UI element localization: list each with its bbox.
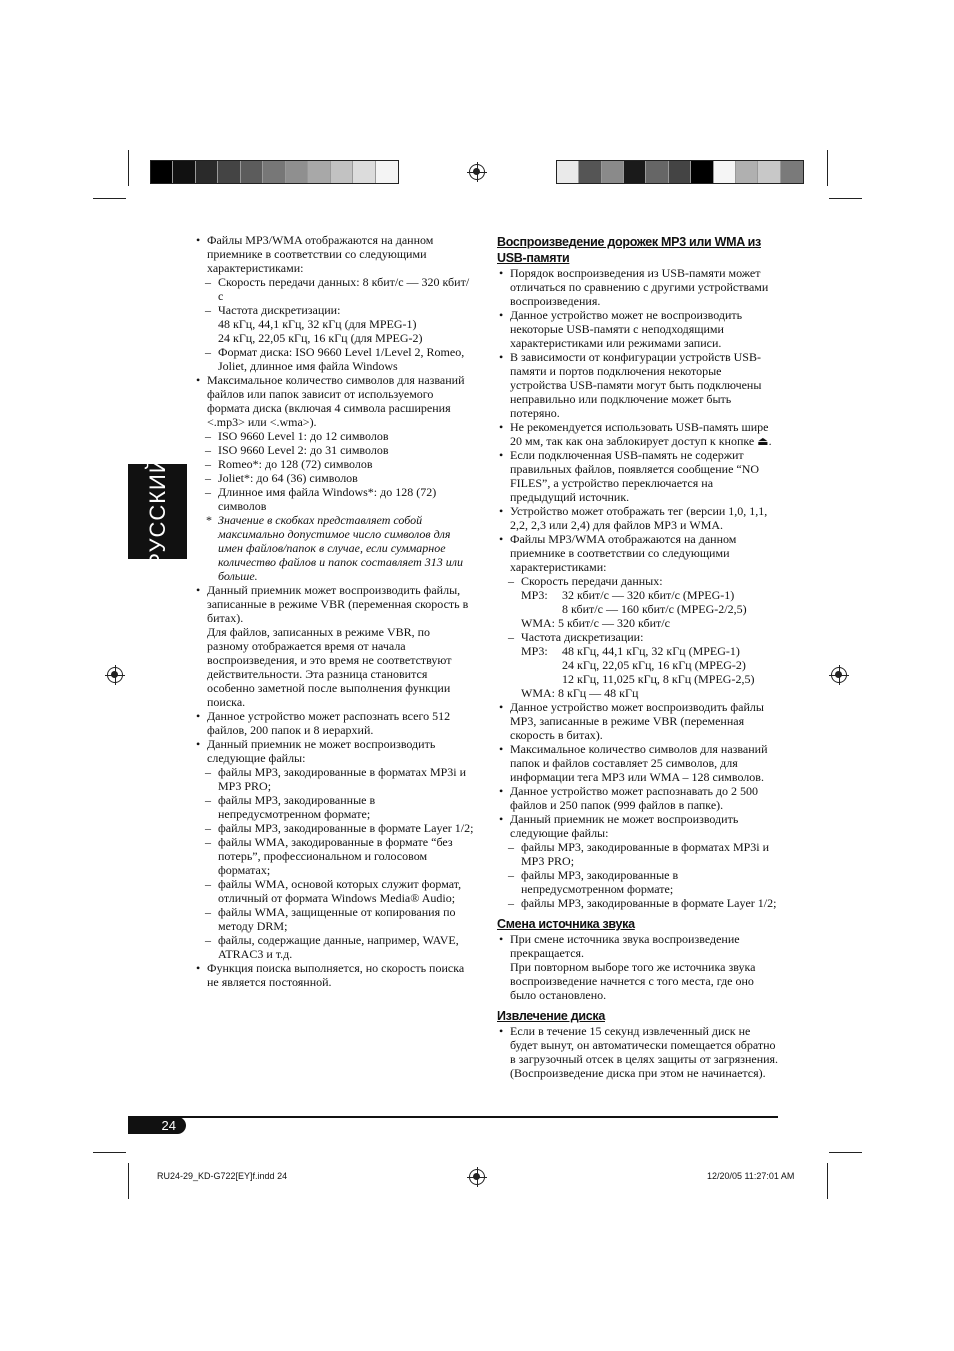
dash-continuation: WMA: 8 кГц — 48 кГц <box>521 686 639 700</box>
bullet-item: • Максимальное количество символов для названий файлов или папок зависит от используемого формата диска (включая 4 символа расширения <.mp3> или <.wma>). <box>194 373 474 429</box>
page-number: 24 <box>128 1117 186 1134</box>
dash-item: – Частота дискретизации: <box>194 303 474 317</box>
bullet-item: • Если подключенная USB-память не содержит правильных файлов, появляется сообщение “NO FILES”, а устройство переключается на предыдущий источник. <box>497 448 779 504</box>
left-column <box>194 233 474 989</box>
file-slug: RU24-29_KD-G722[EY]f.indd 24 <box>157 1171 288 1181</box>
bullet-item: • Данный приемник может воспроизводить файлы, записанные в режиме VBR (переменная скорость в битах). <box>194 583 474 625</box>
dash-item: – файлы MP3, закодированные в непредусмотренном формате; <box>497 868 779 896</box>
bullet-item: • Файлы MP3/WMA отображаются на данном приемнике в соответствии со следующими характеристиками: <box>497 532 779 574</box>
dash-item: – файлы MP3, закодированные в форматах MP3i и MP3 PRO; <box>194 765 474 793</box>
bullet-item: • Устройство может отображать тег (версии 1,0, 1,1, 2,2, 2,3 или 2,4) для файлов MP3 и WMA. <box>497 504 779 532</box>
right-column <box>497 234 779 1080</box>
bullet-item: • Данное устройство может распознать всего 512 файлов, 200 папок и 8 иерархий. <box>194 709 474 737</box>
color-bar-left <box>150 160 399 184</box>
bullet-item: • Данный приемник не может воспроизводить следующие файлы: <box>497 812 779 840</box>
format-key: MP3: <box>521 644 548 658</box>
bullet-item: • Данный приемник не может воспроизводить следующие файлы: <box>194 737 474 765</box>
registration-mark-icon <box>469 164 485 180</box>
dash-item: – файлы WMA, защищенные от копирования по методу DRM; <box>194 905 474 933</box>
format-key: MP3: <box>521 588 548 602</box>
dash-item: – файлы MP3, закодированные в форматах MP3i и MP3 PRO; <box>497 840 779 868</box>
section-heading: Извлечение диска <box>497 1009 605 1023</box>
dash-item: – файлы MP3, закодированные в формате Layer 1/2; <box>497 896 779 910</box>
bullet-item: • При смене источника звука воспроизведение прекращается. <box>497 932 779 960</box>
dash-item: – ISO 9660 Level 1: до 12 символов <box>194 429 474 443</box>
value-row <box>497 588 779 602</box>
dash-item: – Длинное имя файла Windows*: до 128 (72) символов <box>194 485 474 513</box>
dash-item: – файлы MP3, закодированные в формате Layer 1/2; <box>194 821 474 835</box>
date-slug: 12/20/05 11:27:01 AM <box>707 1171 795 1181</box>
bullet-item: • В зависимости от конфигурации устройств USB-памяти и портов подключения некоторые устройства USB-памяти могут быть подключены неправильно или подключение может быть потеряно. <box>497 350 779 420</box>
bullet-item: • Порядок воспроизведения из USB-памяти может отличаться по сравнению с другими устройствами воспроизведения. <box>497 266 779 308</box>
value-continuation: 8 кбит/с — 160 кбит/с (MPEG-2/2,5) <box>562 602 747 616</box>
dash-continuation: 48 кГц, 44,1 кГц, 32 кГц (для MPEG-1) <box>218 317 417 331</box>
section-heading: Смена источника звука <box>497 917 635 931</box>
footnote: * Значение в скобках представляет собой максимально допустимое число символов для имен файлов/папок в случае, если суммарное количество файлов и папок составляет 313 или больше. <box>194 513 474 583</box>
dash-item: – файлы MP3, закодированные в непредусмотренном формате; <box>194 793 474 821</box>
format-value: 32 кбит/с — 320 кбит/с (MPEG-1) <box>562 588 735 602</box>
bullet-item: • Данное устройство может не воспроизводить некоторые USB-памяти с неподходящими характеристиками или режимами записи. <box>497 308 779 350</box>
dash-continuation: WMA: 5 кбит/с — 320 кбит/с <box>521 616 670 630</box>
bullet-item: • Данное устройство может воспроизводить файлы MP3, записанные в режиме VBR (переменная скорость в битах). <box>497 700 779 742</box>
footer-rule <box>128 1116 778 1118</box>
language-tab <box>128 455 187 568</box>
dash-item: – файлы WMA, основой которых служит формат, отличный от формата Windows Media® Audio; <box>194 877 474 905</box>
language-tab-label: РУССКИЙ <box>144 455 170 568</box>
format-value: 48 кГц, 44,1 кГц, 32 кГц (MPEG-1) <box>562 644 740 658</box>
color-bar-right <box>556 160 804 184</box>
value-continuation: 12 кГц, 11,025 кГц, 8 кГц (MPEG-2,5) <box>562 672 755 686</box>
dash-item: – Скорость передачи данных: 8 кбит/с — 320 кбит/с <box>194 275 474 303</box>
dash-item: – Частота дискретизации: <box>497 630 779 644</box>
dash-item: – файлы, содержащие данные, например, WAVE, ATRAC3 и т.д. <box>194 933 474 961</box>
bullet-item: • Если в течение 15 секунд извлеченный диск не будет вынут, он автоматически помещается обратно в загрузочный отсек в целях защиты от загрязнения. (Воспроизведение диска при этом не начинается). <box>497 1024 779 1080</box>
dash-item: – Romeo*: до 128 (72) символов <box>194 457 474 471</box>
paragraph-continuation: При повторном выборе того же источника звука воспроизведение начнется с того места, где оно было остановлено. <box>510 960 756 1002</box>
dash-item: – Скорость передачи данных: <box>497 574 779 588</box>
bullet-item: • Функция поиска выполняется, но скорость поиска не является постоянной. <box>194 961 474 989</box>
dash-continuation: 24 кГц, 22,05 кГц, 16 кГц (для MPEG-2) <box>218 331 423 345</box>
dash-item: – Joliet*: до 64 (36) символов <box>194 471 474 485</box>
bullet-item: • Данное устройство может распознавать до 2 500 файлов и 250 папок (999 файлов в папке). <box>497 784 779 812</box>
value-continuation: 24 кГц, 22,05 кГц, 16 кГц (MPEG-2) <box>562 658 746 672</box>
registration-mark-icon <box>831 667 847 683</box>
registration-mark-icon <box>107 667 123 683</box>
bullet-item: • Максимальное количество символов для названий папок и файлов составляет 25 символов, для информации тега MP3 или WMA – 128 символов. <box>497 742 779 784</box>
paragraph-continuation: Для файлов, записанных в режиме VBR, по разному отображается время от начала воспроизведения, и это время не соответствуют действительности. Эта разница становится особенно заметной после выполнения функции поиска. <box>207 625 452 709</box>
registration-mark-icon <box>469 1169 485 1185</box>
bullet-item: • Файлы MP3/WMA отображаются на данном приемнике в соответствии со следующими характеристиками: <box>194 233 474 275</box>
dash-item: – Формат диска: ISO 9660 Level 1/Level 2, Romeo, Joliet, длинное имя файла Windows <box>194 345 474 373</box>
section-heading: Воспроизведение дорожек MP3 или WMA из USB-памяти <box>497 235 761 265</box>
dash-item: – файлы WMA, закодированные в формате “без потерь”, профессиональном и голосовом форматах; <box>194 835 474 877</box>
dash-item: – ISO 9660 Level 2: до 31 символов <box>194 443 474 457</box>
bullet-item: • Не рекомендуется использовать USB-память шире 20 мм, так как она заблокирует доступ к кнопке ⏏. <box>497 420 779 448</box>
value-row <box>497 644 779 658</box>
